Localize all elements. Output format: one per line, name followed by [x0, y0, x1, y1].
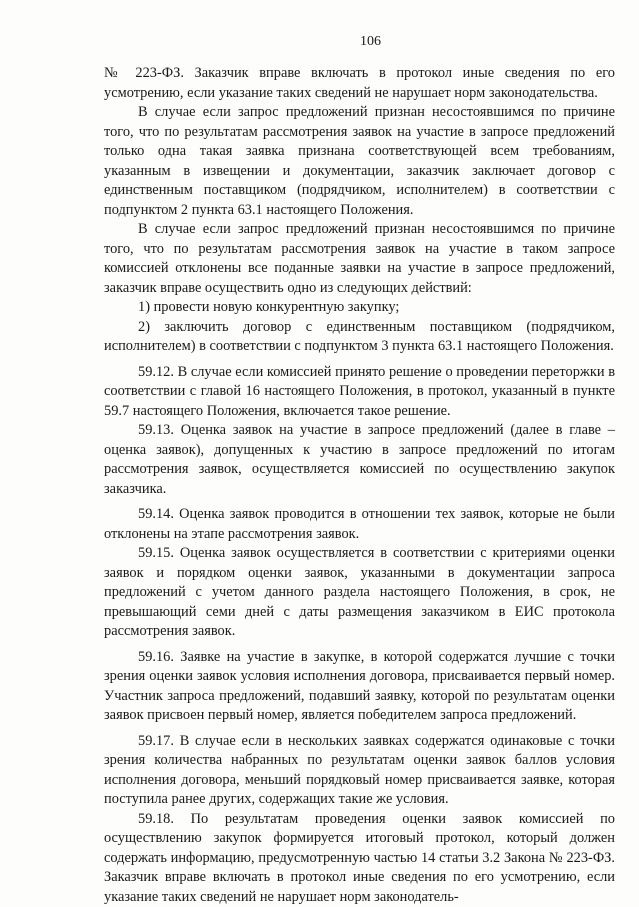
clause-59-15: 59.15. Оценка заявок осуществляется в соответствии с критериями оценки заявок и порядком оценки заявок, указанными в документации запроса предложений с учетом данного раздела настоящего Положения, в срок, не превышающий семи дней с даты размещения заказчиком в ЕИС протокола рассмотрения заявок.: [104, 544, 615, 642]
clause-59-16: 59.16. Заявке на участие в закупке, в которой содержатся лучшие с точки зрения оценки заявок условия исполнения договора, присваивается первый номер. Участник запроса предложений, подавший заявку, которой по результатам оценки заявок присвоен первый номер, является победителем запроса предложений.: [104, 648, 615, 726]
document-body: [104, 64, 615, 907]
paragraph: В случае если запрос предложений признан несостоявшимся по причине того, что по результатам рассмотрения заявок на участие в таком запросе комиссией отклонены все поданные заявки на участие в запросе предложений, заказчик вправе осуществить одно из следующих действий:: [104, 220, 615, 298]
clause-59-13: 59.13. Оценка заявок на участие в запросе предложений (далее в главе – оценка заявок), допущенных к участию в запросе предложений по итогам рассмотрения заявок, осуществляется комиссией по осуществлению закупок заказчика.: [104, 421, 615, 499]
paragraph: № 223-ФЗ. Заказчик вправе включать в протокол иные сведения по его усмотрению, если указание таких сведений не нарушает норм законодательства.: [104, 64, 615, 103]
page-number: 106: [104, 34, 617, 50]
list-item: 1) провести новую конкурентную закупку;: [104, 298, 615, 318]
list-item: 2) заключить договор с единственным поставщиком (подрядчиком, исполнителем) в соответствии с подпунктом 3 пункта 63.1 настоящего Положения.: [104, 318, 615, 357]
clause-59-14: 59.14. Оценка заявок проводится в отношении тех заявок, которые не были отклонены на этапе рассмотрения заявок.: [104, 505, 615, 544]
paragraph: В случае если запрос предложений признан несостоявшимся по причине того, что по результатам рассмотрения заявок на участие в запросе предложений только одна такая заявка признана соответствующей всем требованиям, указанным в извещении и документации, заказчик заключает договор с единственным поставщиком (подрядчиком, исполнителем) в соответствии с подпунктом 2 пункта 63.1 настоящего Положения.: [104, 103, 615, 220]
clause-59-12: 59.12. В случае если комиссией принято решение о проведении переторжки в соответствии с главой 16 настоящего Положения, в протокол, указанный в пункте 59.7 настоящего Положения, включается такое решение.: [104, 363, 615, 422]
clause-59-18: 59.18. По результатам проведения оценки заявок комиссией по осуществлению закупок формируется итоговый протокол, который должен содержать информацию, предусмотренную частью 14 статьи 3.2 Закона № 223-ФЗ. Заказчик вправе включать в протокол иные сведения по его усмотрению, если указание таких сведений не нарушает норм законодатель-: [104, 810, 615, 907]
clause-59-17: 59.17. В случае если в нескольких заявках содержатся одинаковые с точки зрения количества набранных по результатам оценки заявок баллов условия исполнения договора, меньший порядковый номер присваивается заявке, которая поступила ранее других, содержащих такие же условия.: [104, 732, 615, 810]
